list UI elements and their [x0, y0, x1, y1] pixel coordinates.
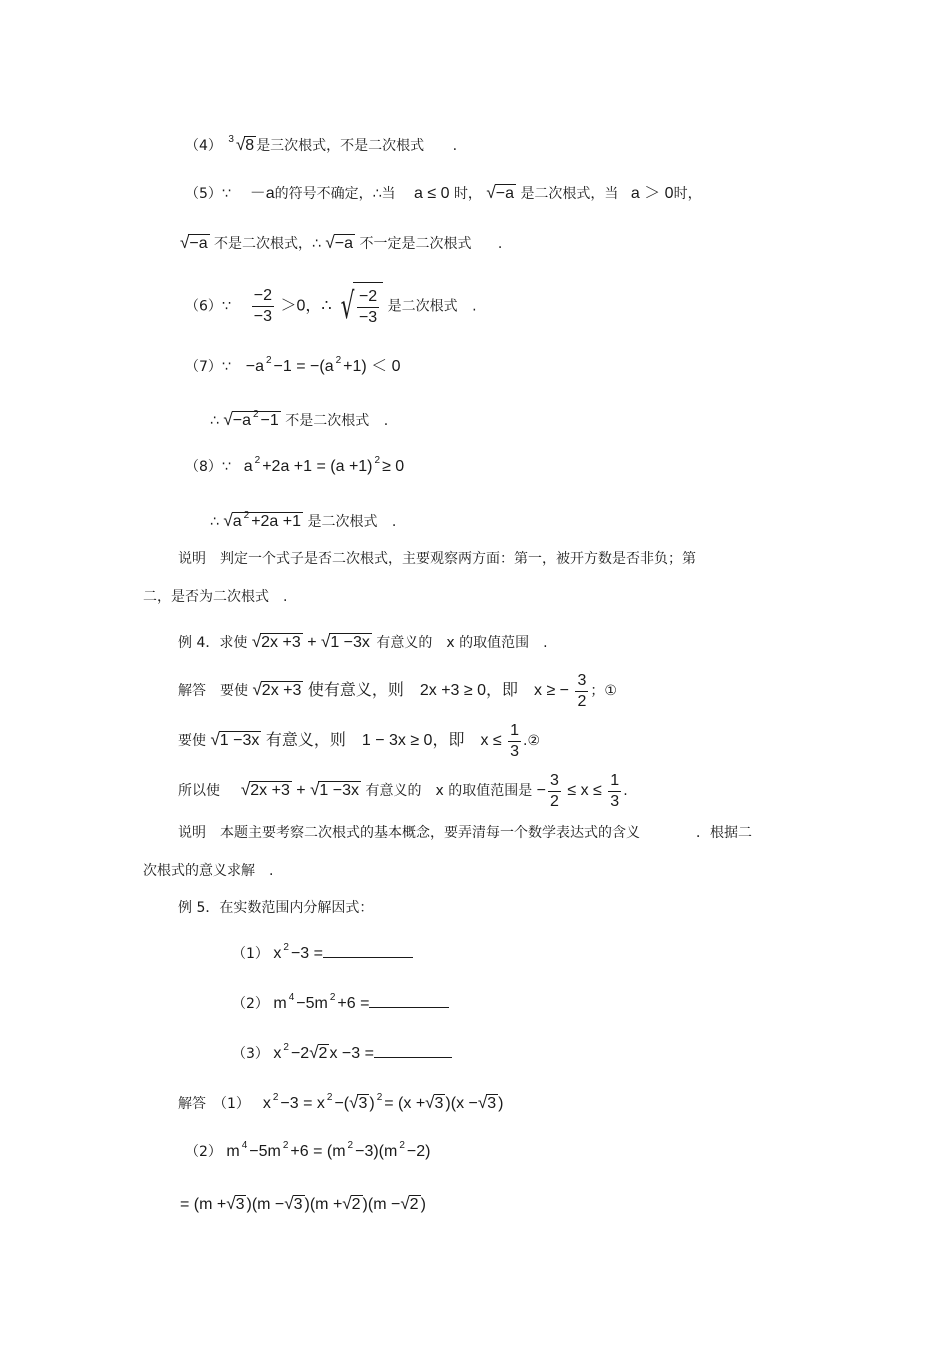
example-5-question-3 — [232, 1043, 452, 1066]
sqrt-neg-a2-minus-1: √−a $^2$ −1 — [223, 412, 280, 429]
period: . — [391, 514, 397, 530]
period: . — [497, 236, 503, 252]
condition-2: a ＞ 0 — [630, 185, 674, 202]
question-3-label: （3） — [232, 1046, 269, 1062]
item-8-label: （8）∵ — [185, 459, 231, 475]
item-5-line-1 — [185, 183, 702, 204]
item-7-line-1 — [185, 357, 401, 379]
condition-1: a ≤ 0 — [414, 185, 450, 202]
sqrt-sum-expression: √2x +3 + √1 −3x — [240, 780, 360, 799]
item-8-text: 是二次根式 — [307, 514, 378, 530]
item-4 — [185, 135, 457, 158]
item-6-text: 是二次根式 — [387, 298, 458, 315]
note-1-line-2: 二，是否为二次根式 . — [143, 589, 288, 605]
example-4-answer-2 — [178, 718, 540, 763]
fraction-neg2-over-neg3: $\frac{-2}{-3}$ — [253, 287, 272, 325]
sqrt-1-minus-3x: √1 −3x — [210, 730, 260, 749]
answer-2-expression: m $^4$ −5m $^2$ +6 = (m $^2$ −3)(m $^2$ −2) — [226, 1140, 431, 1160]
therefore-symbol: ∴ — [210, 514, 219, 530]
question-1-expression: x $^2$ −3 = — [273, 942, 323, 962]
item-8-line-2 — [210, 511, 396, 533]
fraction-3-over-2: $\frac{3}{2}$ — [577, 671, 587, 710]
item-5-line-2 — [180, 233, 502, 254]
period: . — [383, 413, 389, 429]
note-1-line-1: 说明 判定一个式子是否二次根式，主要观察两方面：第一，被开方数是否非负；第 — [178, 551, 696, 567]
item-4-label: （4） — [185, 138, 222, 154]
answer-label: 解答 要使 — [178, 683, 248, 699]
answer-1-end: ；① — [590, 683, 617, 699]
note-2-line-2: 次根式的意义求解 . — [143, 863, 274, 879]
example-4-question-text: 有意义的 x 的取值范围 . — [376, 635, 548, 651]
answer-2-end: .② — [523, 733, 541, 749]
sqrt-neg-a: √−a — [486, 183, 514, 202]
answer-3-prefix: 所以使 — [178, 783, 220, 799]
answer-2-factored: = (m +√3 )(m −√3 )(m +√2 )(m −√2 ) — [180, 1194, 426, 1213]
item-7-expression: −a $^2$ −1 = −(a $^2$ +1) ＜ 0 — [245, 355, 401, 375]
fraction-3-over-2: $\frac{3}{2}$ — [550, 771, 559, 810]
item-4-text: 是三次根式，不是二次根式 — [256, 138, 425, 154]
item-5-text-3: 是二次根式，当 — [520, 186, 619, 202]
example-5-question-1 — [232, 943, 413, 966]
sqrt-fraction: √ $\frac{-2}{-3}$ — [336, 282, 383, 331]
item-8-line-1 — [185, 457, 404, 479]
answer-blank[interactable] — [374, 1043, 452, 1058]
example-4-answer-1 — [178, 668, 617, 713]
example-4-answer-3: 所以使 √2x +3 + √1 −3x 有意义的 x 的取值范围是 − $\frac{3}{2}$ ≤ x ≤ $\frac{1}{3}$ . — [178, 771, 628, 810]
sqrt-a2-2a-1: √a $^2$ +2a +1 — [223, 513, 303, 530]
sqrt-sum-expression: √2x +3 + √1 −3x — [251, 632, 370, 651]
item-7-line-2 — [210, 410, 388, 432]
example-5-answer-2-continued — [180, 1194, 426, 1215]
example-5-question-2 — [232, 993, 449, 1016]
item-6-label: （6）∵ — [185, 298, 231, 315]
sqrt-neg-a: √−a — [325, 233, 354, 252]
answer-2-prefix: 要使 — [178, 733, 206, 749]
item-8-expression: a $^2$ +2a +1 = (a +1) $^2$ ≥ 0 — [243, 455, 405, 475]
example-5-answer-1 — [178, 1093, 503, 1116]
period: . — [472, 298, 477, 315]
item-5-text-2: 时， — [453, 186, 482, 202]
example-4-question — [178, 632, 548, 653]
answer-blank[interactable] — [369, 993, 449, 1008]
item-7-label: （7）∵ — [185, 359, 231, 375]
item-5-label: （5）∵ — [185, 186, 231, 202]
inequality: ≤ x ≤ — [567, 782, 602, 799]
item-5-text-1: 的符号不确定，∴当 — [274, 186, 396, 202]
sqrt-2x-plus-3: √2x +3 — [252, 680, 302, 699]
question-2-expression: m $^4$ −5m $^2$ +6 = — [273, 992, 370, 1012]
item-5-text-4: 时， — [673, 186, 702, 202]
answer-label: 解答 （1） — [178, 1096, 250, 1112]
example-4-label: 例 4．求使 — [178, 635, 248, 651]
question-2-label: （2） — [232, 996, 269, 1012]
example-5-title: 例 5．在实数范围内分解因式： — [178, 900, 374, 916]
answer-1-condition: 使有意义，则 2x +3 ≥ 0，即 x ≥ − — [307, 682, 570, 699]
therefore-symbol: ∴ — [210, 413, 219, 429]
sqrt-neg-a: √−a — [180, 233, 208, 252]
item-6-compare: ＞0，∴ — [280, 297, 332, 315]
answer-2-condition: 有意义，则 1 − 3x ≥ 0，即 x ≤ — [265, 732, 502, 749]
item-5-text-5: 不是二次根式，∴ — [214, 236, 321, 252]
item-5-text-6: 不一定是二次根式 — [359, 236, 472, 252]
answer-blank[interactable] — [323, 943, 413, 958]
period: . — [452, 138, 458, 154]
neg-a-expression: －a — [249, 185, 275, 202]
item-6 — [185, 282, 477, 331]
fraction-1-over-3: $\frac{1}{3}$ — [510, 721, 520, 760]
fraction-1-over-3: $\frac{1}{3}$ — [610, 771, 620, 810]
cube-root-8: $^3$ √8 — [228, 134, 255, 154]
answer-1-expression: x $^2$ −3 = x $^2$ −(√3 ) $^2$ = (x +√3 )(x −√3 ) — [262, 1092, 504, 1112]
item-7-text: 不是二次根式 — [285, 413, 370, 429]
note-2-line-1: 说明 本题主要考察二次根式的基本概念，要弄清每一个数学表达式的含义 ．根据二 — [178, 825, 752, 841]
question-3-expression: x $^2$ −2√2 x −3 = — [273, 1042, 374, 1062]
answer-3-text: 有意义的 x 的取值范围是 — [365, 783, 533, 799]
period: . — [623, 783, 628, 799]
answer-2-label: （2） — [185, 1144, 222, 1160]
example-5-answer-2 — [185, 1142, 430, 1164]
question-1-label: （1） — [232, 946, 269, 962]
